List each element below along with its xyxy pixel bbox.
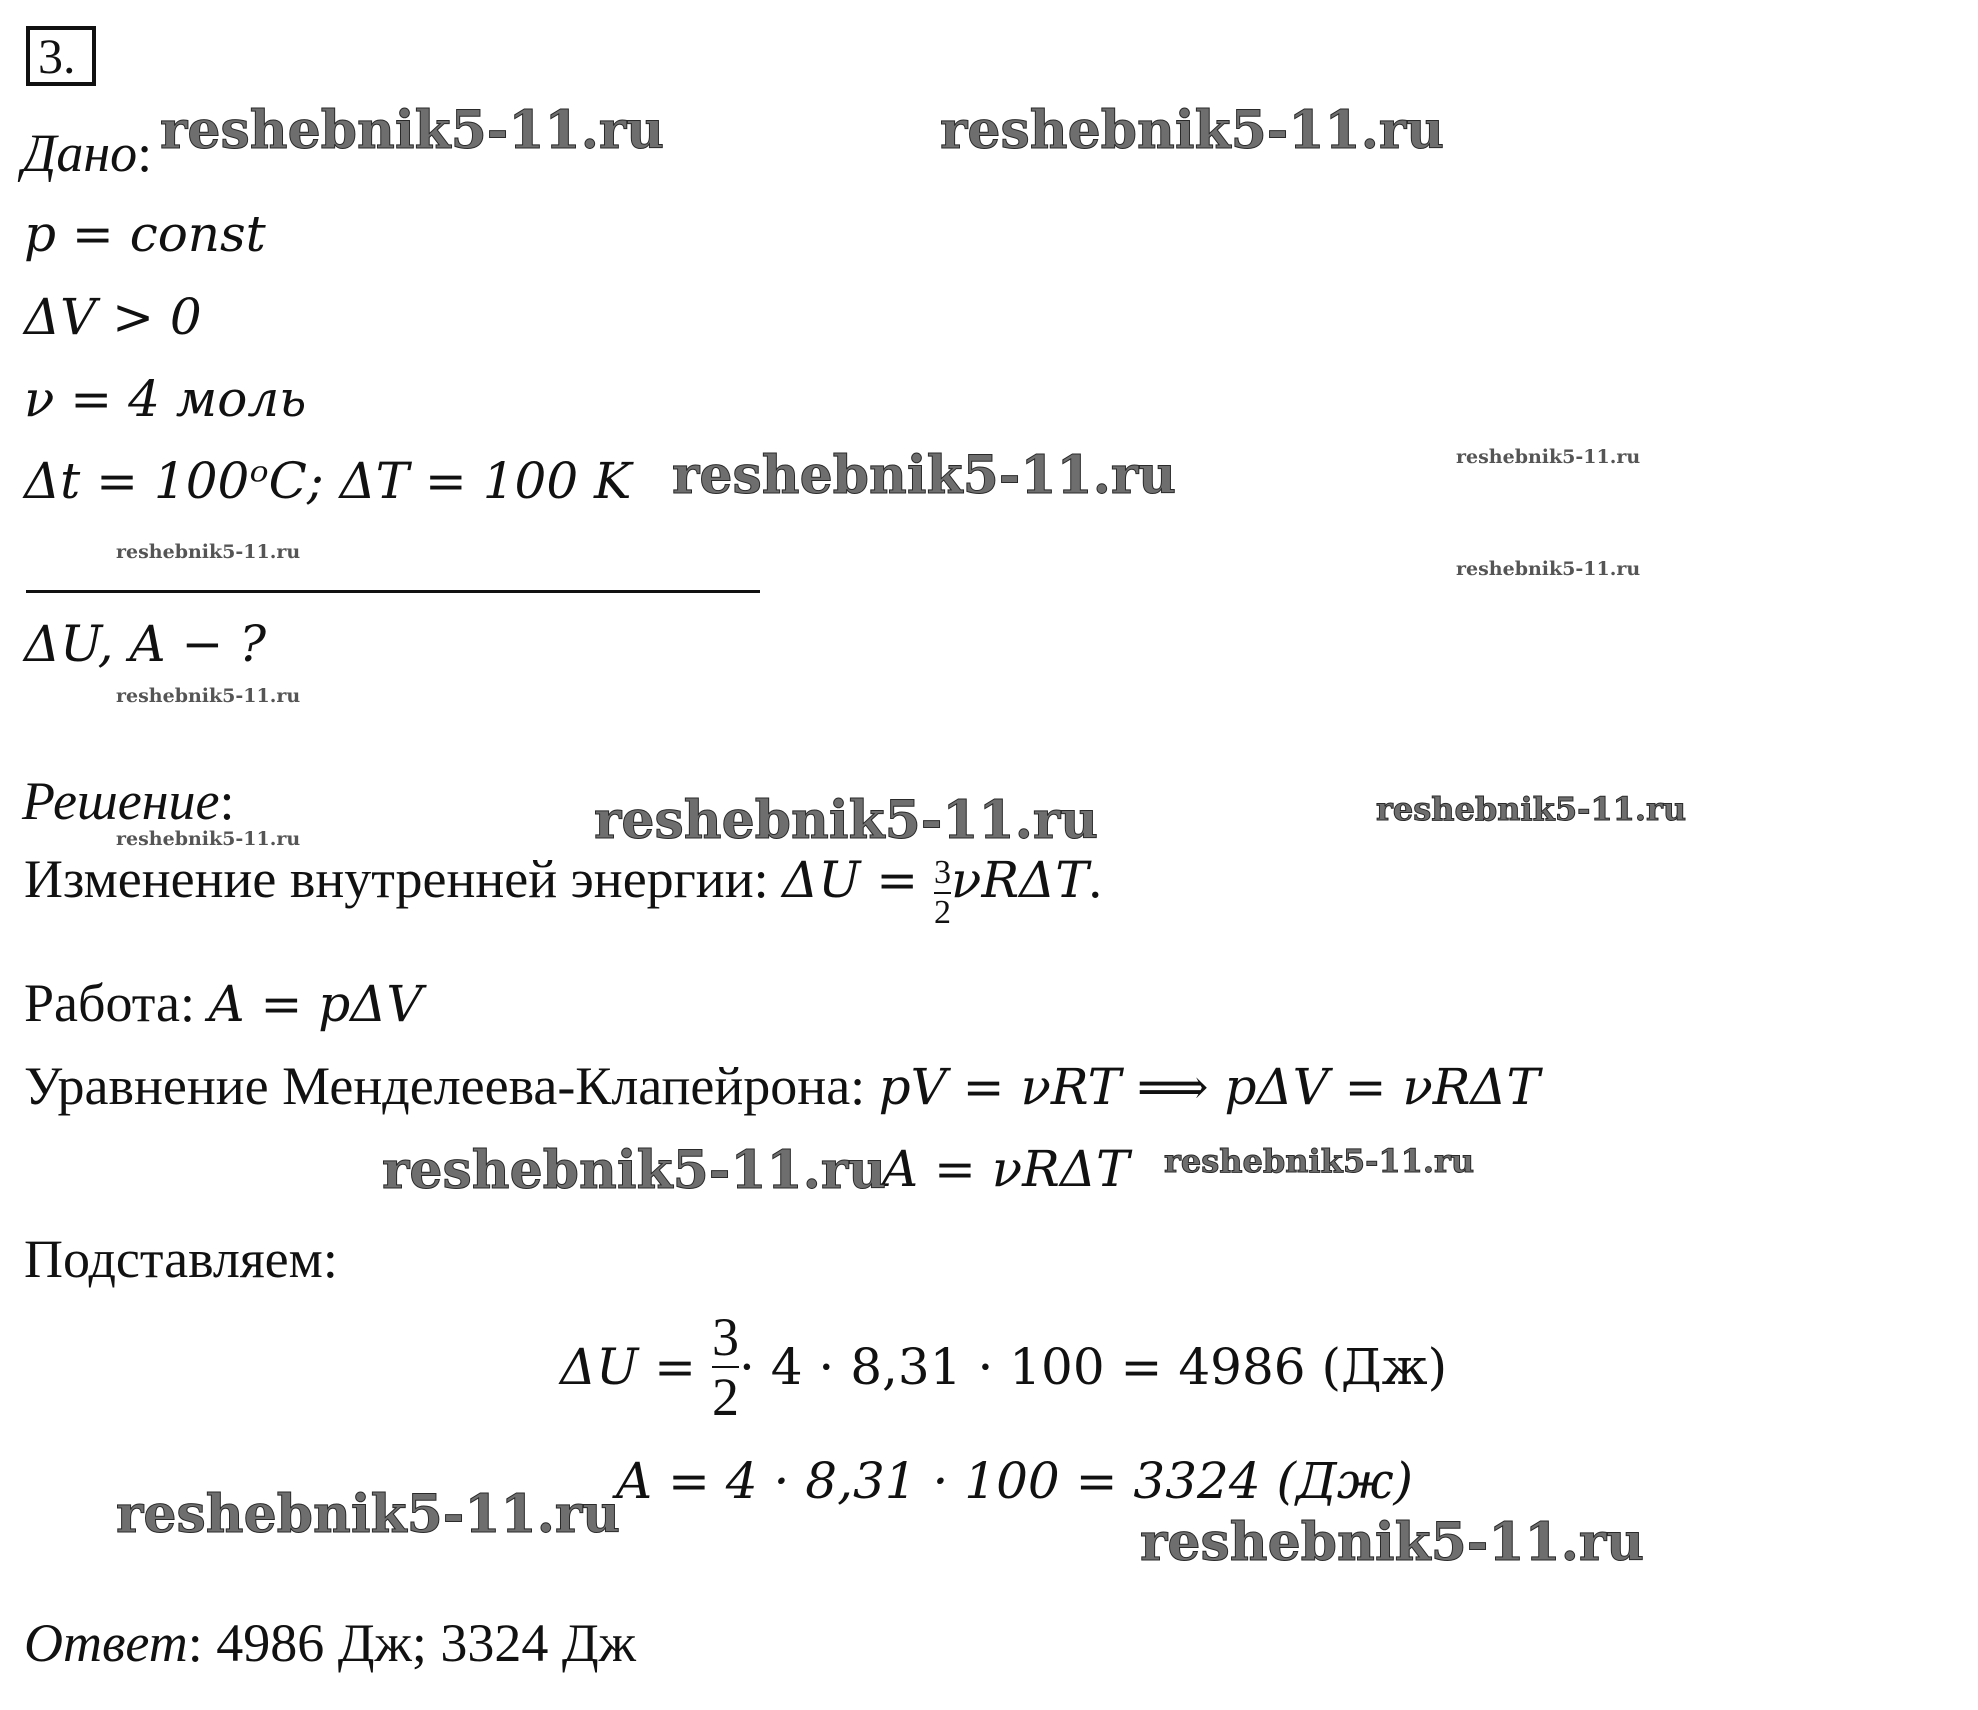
watermark: reshebnik5-11.ru	[940, 100, 1445, 161]
solution-line-work-result: A = νRΔT	[882, 1140, 1130, 1198]
fraction-denominator: 2	[934, 894, 952, 932]
watermark: reshebnik5-11.ru	[1376, 790, 1687, 828]
watermark: reshebnik5-11.ru	[116, 685, 301, 707]
watermark: reshebnik5-11.ru	[672, 445, 1177, 506]
calc1-left: ΔU =	[560, 1338, 712, 1396]
mendeleev-math: pV = νRT ⟹ pΔV = νRΔT	[878, 1058, 1540, 1116]
watermark: reshebnik5-11.ru	[1164, 1142, 1475, 1180]
internal-energy-text: Изменение внутренней энергии:	[24, 849, 783, 909]
answer-text: : 4986 Дж; 3324 Дж	[187, 1613, 636, 1673]
calc1-fraction	[711, 1307, 739, 1427]
calc1-right: · 4 · 8,31 · 100 = 4986 (Дж)	[738, 1338, 1448, 1396]
given-line-pressure: p = const	[24, 205, 266, 263]
given-line-volume: ΔV > 0	[24, 288, 202, 346]
substitute-label: Подставляем:	[24, 1229, 338, 1289]
watermark: reshebnik5-11.ru	[1456, 446, 1641, 468]
watermark: reshebnik5-11.ru	[160, 100, 665, 161]
solution-heading	[22, 770, 235, 832]
given-heading	[22, 122, 152, 184]
solution-colon: :	[219, 771, 235, 831]
watermark: reshebnik5-11.ru	[116, 828, 301, 850]
internal-energy-end: .	[1088, 849, 1103, 909]
problem-number: 3.	[26, 26, 96, 86]
given-question: ΔU, A − ?	[24, 615, 267, 673]
calc1-denominator: 2	[711, 1367, 739, 1427]
solution-line-work	[24, 972, 423, 1034]
internal-energy-math-right: νRΔT	[951, 851, 1089, 909]
internal-energy-math-left: ΔU =	[782, 851, 935, 909]
work-text: Работа:	[24, 973, 209, 1033]
watermark: reshebnik5-11.ru	[594, 790, 1099, 851]
watermark: reshebnik5-11.ru	[382, 1140, 887, 1201]
answer-label: Ответ	[24, 1613, 188, 1673]
given-line-temperature: Δt = 100ᵒC; ΔT = 100 K	[24, 452, 632, 510]
calc-work: A = 4 · 8,31 · 100 = 3324 (Дж)	[616, 1452, 1414, 1510]
internal-energy-fraction	[934, 856, 951, 930]
given-divider	[26, 590, 760, 593]
watermark: reshebnik5-11.ru	[116, 541, 301, 563]
solution-line-mendeleev	[24, 1055, 1540, 1117]
calc1-numerator: 3	[711, 1307, 739, 1367]
solution-line-internal-energy	[24, 848, 1102, 930]
given-line-moles: ν = 4 моль	[24, 370, 307, 428]
watermark: reshebnik5-11.ru	[116, 1484, 621, 1545]
answer-line	[24, 1612, 636, 1674]
given-colon: :	[137, 123, 153, 183]
calc-internal-energy	[560, 1307, 1448, 1427]
fraction-numerator: 3	[934, 854, 952, 892]
given-label: Дано	[22, 123, 138, 183]
solution-label: Решение	[22, 771, 220, 831]
work-math: A = pΔV	[208, 975, 423, 1033]
mendeleev-text: Уравнение Менделеева-Клапейрона:	[24, 1056, 879, 1116]
watermark: reshebnik5-11.ru	[1456, 558, 1641, 580]
watermark: reshebnik5-11.ru	[1140, 1512, 1645, 1573]
